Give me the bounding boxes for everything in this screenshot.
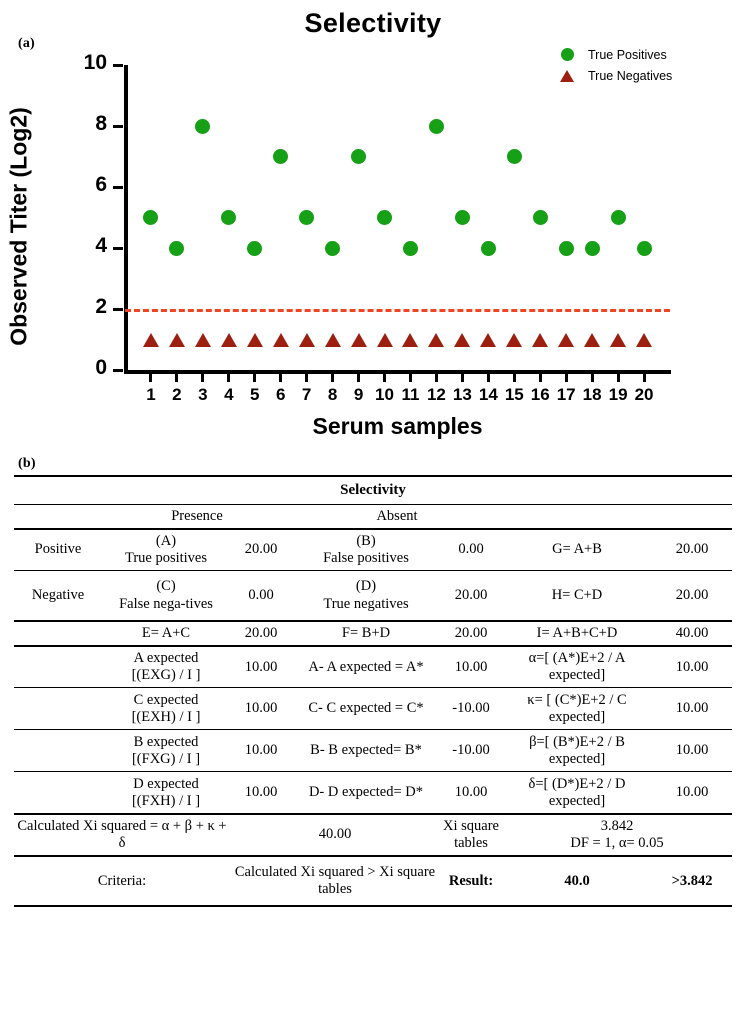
result-compare: >3.842 (652, 856, 732, 906)
cell-e-value: 20.00 (230, 621, 292, 646)
x-tick-label: 10 (375, 385, 394, 404)
y-tick-label: 8 (95, 112, 107, 135)
cell-h-formula: H= C+D (502, 571, 652, 621)
cell-c-name: False nega-tives (119, 595, 213, 612)
header-presence: Presence (102, 504, 292, 529)
totals-empty (14, 621, 102, 646)
x-tick (279, 373, 282, 382)
x-tick-label: 1 (146, 385, 156, 404)
b-chi-value: 10.00 (652, 730, 732, 772)
cell-a-tag: (A) (155, 532, 177, 549)
table-row-a-expected (14, 646, 732, 688)
legend-item-true-positives (556, 44, 672, 65)
xi-tables-values (502, 814, 732, 856)
d-expected-name (102, 772, 230, 814)
panel-a-label: (a) (18, 36, 35, 51)
calculated-label: Calculated Xi squared = α + β + κ + δ (14, 814, 230, 856)
cell-h-value: 20.00 (652, 571, 732, 621)
x-tick-label: 19 (608, 385, 628, 404)
data-point (585, 241, 600, 256)
b-diff-formula: B- B expected= B* (292, 730, 440, 772)
cell-a-name: True positives (124, 550, 208, 567)
table-title: Selectivity (14, 476, 732, 504)
data-point (377, 333, 393, 347)
x-tick-label: 13 (452, 385, 472, 404)
b-expected-name (102, 730, 230, 772)
table-row-negative (14, 571, 732, 621)
data-point (351, 149, 366, 164)
result-value: 40.0 (502, 856, 652, 906)
data-point (532, 333, 548, 347)
cell-c-value: 0.00 (230, 571, 292, 621)
cutoff-threshold-line (125, 309, 670, 312)
y-tick (113, 247, 123, 250)
data-point (299, 210, 314, 225)
y-tick-label: 6 (95, 173, 107, 196)
cell-g-formula: G= A+B (502, 529, 652, 571)
table-row-d-expected (14, 772, 732, 814)
c-chi-formula: κ= [ (C*)E+2 / C expected] (502, 688, 652, 730)
header-empty-2 (652, 504, 732, 529)
data-point (480, 333, 496, 347)
x-tick-label: 12 (426, 385, 446, 404)
d-expected-value: 10.00 (230, 772, 292, 814)
data-point (195, 119, 210, 134)
c-expected-value: 10.00 (230, 688, 292, 730)
cell-f-value: 20.00 (440, 621, 502, 646)
data-point (143, 210, 158, 225)
x-tick-label: 16 (530, 385, 550, 404)
x-tick-label: 8 (327, 385, 338, 404)
y-tick (113, 308, 123, 311)
x-tick (253, 373, 256, 382)
chart-title: Selectivity (304, 8, 442, 38)
x-tick-label: 17 (556, 385, 576, 404)
data-point (636, 333, 652, 347)
selectivity-table (14, 475, 732, 907)
b-expected-empty (14, 730, 102, 772)
calculated-value: 40.00 (230, 814, 440, 856)
d-expected-formula: [(FXH) / I ] (131, 792, 201, 809)
legend-label: True Positives (588, 47, 667, 62)
cell-c-description (102, 571, 230, 621)
x-tick (227, 373, 230, 382)
xi-tables-label: Xi square tables (440, 814, 502, 856)
row-label-positive: Positive (14, 529, 102, 571)
y-tick (113, 125, 123, 128)
x-tick (331, 373, 334, 382)
b-expected-title: B expected (133, 733, 199, 750)
cell-e-formula: E= A+C (102, 621, 230, 646)
data-point (455, 210, 470, 225)
c-expected-name (102, 688, 230, 730)
a-expected-empty (14, 646, 102, 688)
data-point (169, 333, 185, 347)
y-tick (113, 369, 123, 372)
criteria-label: Criteria: (14, 856, 230, 906)
data-point (481, 241, 496, 256)
x-tick (643, 373, 646, 382)
x-tick-label: 15 (504, 385, 524, 404)
data-point (507, 149, 522, 164)
header-empty-1 (502, 504, 652, 529)
c-expected-title: C expected (133, 691, 199, 708)
data-point (273, 333, 289, 347)
cell-b-description (292, 529, 440, 571)
cell-d-value: 20.00 (440, 571, 502, 621)
x-tick-label: 5 (250, 385, 260, 404)
cell-i-value: 40.00 (652, 621, 732, 646)
data-point (169, 241, 184, 256)
data-point (429, 119, 444, 134)
x-tick-label: 7 (301, 385, 312, 404)
x-axis-title: Serum samples (312, 413, 483, 439)
x-tick (305, 373, 308, 382)
x-tick (487, 373, 490, 382)
data-point (325, 241, 340, 256)
result-label: Result: (440, 856, 502, 906)
chart-panel (0, 0, 746, 445)
cell-d-description (292, 571, 440, 621)
x-tick (383, 373, 386, 382)
header-absent: Absent (292, 504, 502, 529)
row-label-negative: Negative (14, 571, 102, 621)
cell-b-tag: (B) (356, 532, 376, 549)
x-tick-label: 9 (353, 385, 364, 404)
data-point (221, 333, 237, 347)
xi-tables-value: 3.842 (600, 817, 634, 834)
c-expected-formula: [(EXH) / I ] (131, 708, 201, 725)
table-row-positive (14, 529, 732, 571)
table-row-b-expected (14, 730, 732, 772)
c-diff-value: -10.00 (440, 688, 502, 730)
green-circle-icon (556, 48, 578, 61)
data-point (559, 241, 574, 256)
data-point (533, 210, 548, 225)
header-empty-left (14, 504, 102, 529)
x-tick-label: 11 (401, 385, 420, 404)
data-point (584, 333, 600, 347)
cell-c-tag: (C) (156, 578, 176, 595)
data-point (402, 333, 418, 347)
y-tick-label: 2 (95, 295, 107, 318)
x-tick (565, 373, 568, 382)
data-point (273, 149, 288, 164)
data-point (195, 333, 211, 347)
table-row-calculated (14, 814, 732, 856)
x-tick (175, 373, 178, 382)
data-point (143, 333, 159, 347)
data-point (325, 333, 341, 347)
data-point (377, 210, 392, 225)
c-expected-empty (14, 688, 102, 730)
data-point (351, 333, 367, 347)
xi-tables-note: DF = 1, α= 0.05 (570, 835, 664, 852)
x-axis-line (124, 370, 671, 374)
table-header-row (14, 504, 732, 529)
x-tick (513, 373, 516, 382)
data-point (247, 333, 263, 347)
a-diff-value: 10.00 (440, 646, 502, 688)
a-expected-value: 10.00 (230, 646, 292, 688)
a-expected-name (102, 646, 230, 688)
c-chi-value: 10.00 (652, 688, 732, 730)
d-diff-formula: D- D expected= D* (292, 772, 440, 814)
x-tick-label: 18 (582, 385, 602, 404)
data-point (610, 333, 626, 347)
cell-g-value: 20.00 (652, 529, 732, 571)
x-tick-label: 20 (634, 385, 654, 404)
table-row-criteria (14, 856, 732, 906)
b-chi-formula: β=[ (B*)E+2 / B expected] (502, 730, 652, 772)
x-tick-label: 4 (224, 385, 234, 404)
c-diff-formula: C- C expected = C* (292, 688, 440, 730)
cell-i-formula: I= A+B+C+D (502, 621, 652, 646)
b-expected-value: 10.00 (230, 730, 292, 772)
y-tick (113, 186, 123, 189)
a-expected-formula: [(EXG) / I ] (131, 667, 201, 684)
table-row-totals (14, 621, 732, 646)
x-tick (201, 373, 204, 382)
table-row-c-expected (14, 688, 732, 730)
b-expected-formula: [(FXG) / I ] (131, 750, 201, 767)
table-title-row (14, 476, 732, 504)
data-point (428, 333, 444, 347)
criteria-rule: Calculated Xi squared > Xi square tables (230, 856, 440, 906)
y-axis-line (124, 65, 128, 370)
data-point (299, 333, 315, 347)
d-chi-value: 10.00 (652, 772, 732, 814)
cell-f-formula: F= B+D (292, 621, 440, 646)
cell-d-name: True negatives (323, 595, 409, 612)
x-tick (461, 373, 464, 382)
data-point (558, 333, 574, 347)
a-chi-value: 10.00 (652, 646, 732, 688)
d-expected-empty (14, 772, 102, 814)
a-chi-formula: α=[ (A*)E+2 / A expected] (502, 646, 652, 688)
x-tick-label: 2 (172, 385, 182, 404)
x-tick (539, 373, 542, 382)
cell-b-value: 0.00 (440, 529, 502, 571)
a-diff-formula: A- A expected = A* (292, 646, 440, 688)
y-tick (113, 64, 123, 67)
cell-a-value: 20.00 (230, 529, 292, 571)
a-expected-title: A expected (133, 650, 199, 667)
data-point (611, 210, 626, 225)
x-tick (435, 373, 438, 382)
panel-b-label: (b) (18, 456, 36, 471)
x-tick-label: 6 (275, 385, 286, 404)
x-tick-label: 3 (198, 385, 208, 404)
data-point (247, 241, 262, 256)
data-point (221, 210, 236, 225)
y-axis-title: Observed Titer (Log2) (5, 107, 32, 346)
x-tick (149, 373, 152, 382)
legend-label: True Negatives (588, 68, 673, 83)
y-tick-label: 0 (95, 356, 107, 379)
y-tick-label: 4 (95, 234, 107, 257)
x-tick (357, 373, 360, 382)
d-expected-title: D expected (133, 775, 199, 792)
cell-b-name: False positives (323, 550, 409, 567)
cell-a-description (102, 529, 230, 571)
data-point (454, 333, 470, 347)
data-point (403, 241, 418, 256)
data-point (637, 241, 652, 256)
cell-d-tag: (D) (355, 578, 377, 595)
x-tick (409, 373, 412, 382)
x-tick (617, 373, 620, 382)
b-diff-value: -10.00 (440, 730, 502, 772)
data-point (506, 333, 522, 347)
x-tick (591, 373, 594, 382)
d-diff-value: 10.00 (440, 772, 502, 814)
d-chi-formula: δ=[ (D*)E+2 / D expected] (502, 772, 652, 814)
y-tick-label: 10 (83, 51, 107, 74)
x-tick-label: 14 (478, 385, 498, 404)
